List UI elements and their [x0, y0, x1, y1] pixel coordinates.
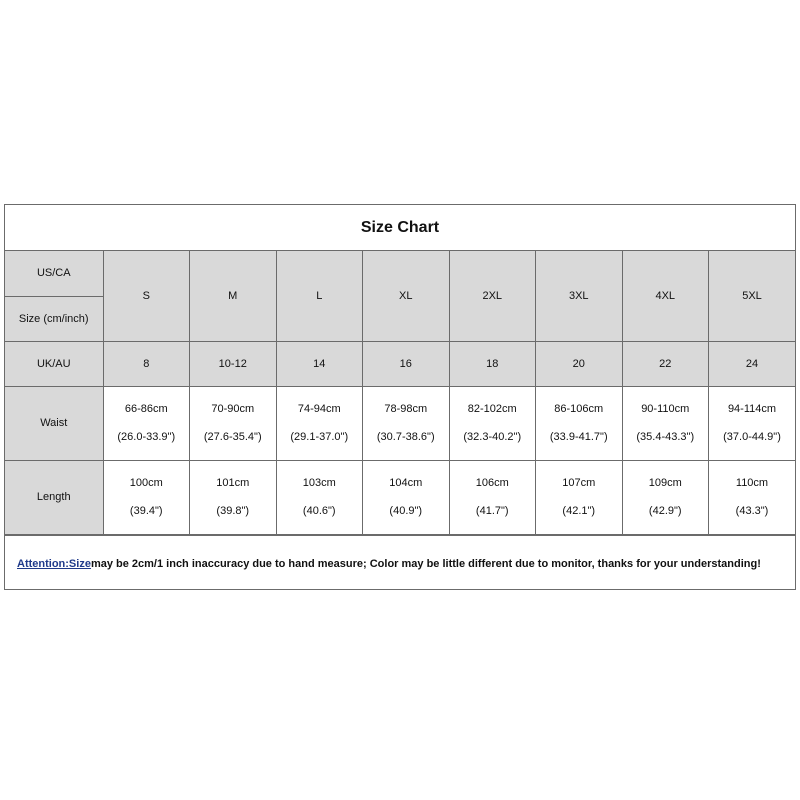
uk-au-label: UK/AU	[5, 341, 103, 386]
size-l: L	[276, 251, 363, 341]
length-inch: (43.3")	[735, 505, 769, 517]
attention-note	[5, 535, 795, 593]
attention-text: may be 2cm/1 inch inaccuracy due to hand measure; Color may be little different due to monitor, thanks for your understanding!	[90, 558, 761, 570]
length-cm: 107cm	[562, 477, 596, 489]
uk-au-value: 10-12	[190, 341, 277, 386]
length-inch: (42.1")	[562, 505, 596, 517]
waist-inch: (29.1-37.0")	[290, 431, 349, 443]
length-inch: (40.9")	[389, 505, 423, 517]
waist-cm: 94-114cm	[727, 403, 777, 415]
chart-title: Size Chart	[5, 205, 795, 251]
size-3xl: 3XL	[536, 251, 623, 341]
waist-cm: 74-94cm	[297, 403, 341, 415]
uk-au-value: 22	[622, 341, 709, 386]
waist-inch: (26.0-33.9")	[117, 431, 176, 443]
waist-inch: (35.4-43.3")	[636, 431, 695, 443]
waist-cm: 66-86cm	[124, 403, 168, 415]
uk-au-value: 14	[276, 341, 363, 386]
size-5xl: 5XL	[709, 251, 796, 341]
waist-cm: 70-90cm	[211, 403, 255, 415]
waist-cell	[536, 386, 623, 460]
length-cell	[103, 460, 190, 534]
waist-cell	[276, 386, 363, 460]
waist-inch: (33.9-41.7")	[549, 431, 608, 443]
length-cm: 110cm	[735, 477, 769, 489]
length-cell	[536, 460, 623, 534]
length-cell	[363, 460, 450, 534]
us-ca-label: US/CA	[5, 251, 103, 296]
waist-row	[5, 386, 795, 460]
size-s: S	[103, 251, 190, 341]
waist-label: Waist	[5, 386, 103, 460]
length-label: Length	[5, 460, 103, 534]
length-cell	[622, 460, 709, 534]
length-cell	[190, 460, 277, 534]
uk-au-value: 20	[536, 341, 623, 386]
waist-inch: (27.6-35.4")	[203, 431, 262, 443]
size-xl: XL	[363, 251, 450, 341]
size-m: M	[190, 251, 277, 341]
waist-cell	[103, 386, 190, 460]
waist-inch: (30.7-38.6")	[376, 431, 435, 443]
header-row-top	[5, 251, 795, 296]
length-cm: 109cm	[648, 477, 682, 489]
size-unit-label: Size (cm/inch)	[5, 296, 103, 341]
uk-au-value: 18	[449, 341, 536, 386]
waist-cm: 90-110cm	[641, 403, 690, 415]
uk-au-value: 8	[103, 341, 190, 386]
attention-label: Attention:Size	[17, 558, 91, 570]
length-cell	[449, 460, 536, 534]
waist-cm: 86-106cm	[554, 403, 604, 415]
length-cm: 106cm	[475, 477, 509, 489]
waist-cell	[190, 386, 277, 460]
waist-inch: (32.3-40.2")	[463, 431, 522, 443]
waist-cell	[709, 386, 796, 460]
length-cm: 103cm	[302, 477, 336, 489]
waist-inch: (37.0-44.9")	[723, 431, 781, 443]
length-cell	[276, 460, 363, 534]
length-inch: (39.8")	[216, 505, 250, 517]
length-cell	[709, 460, 796, 534]
waist-cell	[363, 386, 450, 460]
length-inch: (42.9")	[648, 505, 682, 517]
waist-cm: 78-98cm	[384, 403, 428, 415]
uk-au-row	[5, 341, 795, 386]
waist-cell	[449, 386, 536, 460]
length-inch: (41.7")	[475, 505, 509, 517]
waist-cell	[622, 386, 709, 460]
length-row	[5, 460, 795, 534]
uk-au-value: 24	[709, 341, 796, 386]
length-cm: 104cm	[389, 477, 423, 489]
size-table	[5, 251, 795, 535]
length-cm: 100cm	[129, 477, 163, 489]
size-2xl: 2XL	[449, 251, 536, 341]
length-inch: (40.6")	[302, 505, 336, 517]
waist-cm: 82-102cm	[467, 403, 517, 415]
length-inch: (39.4")	[129, 505, 163, 517]
size-chart	[4, 204, 796, 590]
uk-au-value: 16	[363, 341, 450, 386]
length-cm: 101cm	[216, 477, 250, 489]
size-4xl: 4XL	[622, 251, 709, 341]
